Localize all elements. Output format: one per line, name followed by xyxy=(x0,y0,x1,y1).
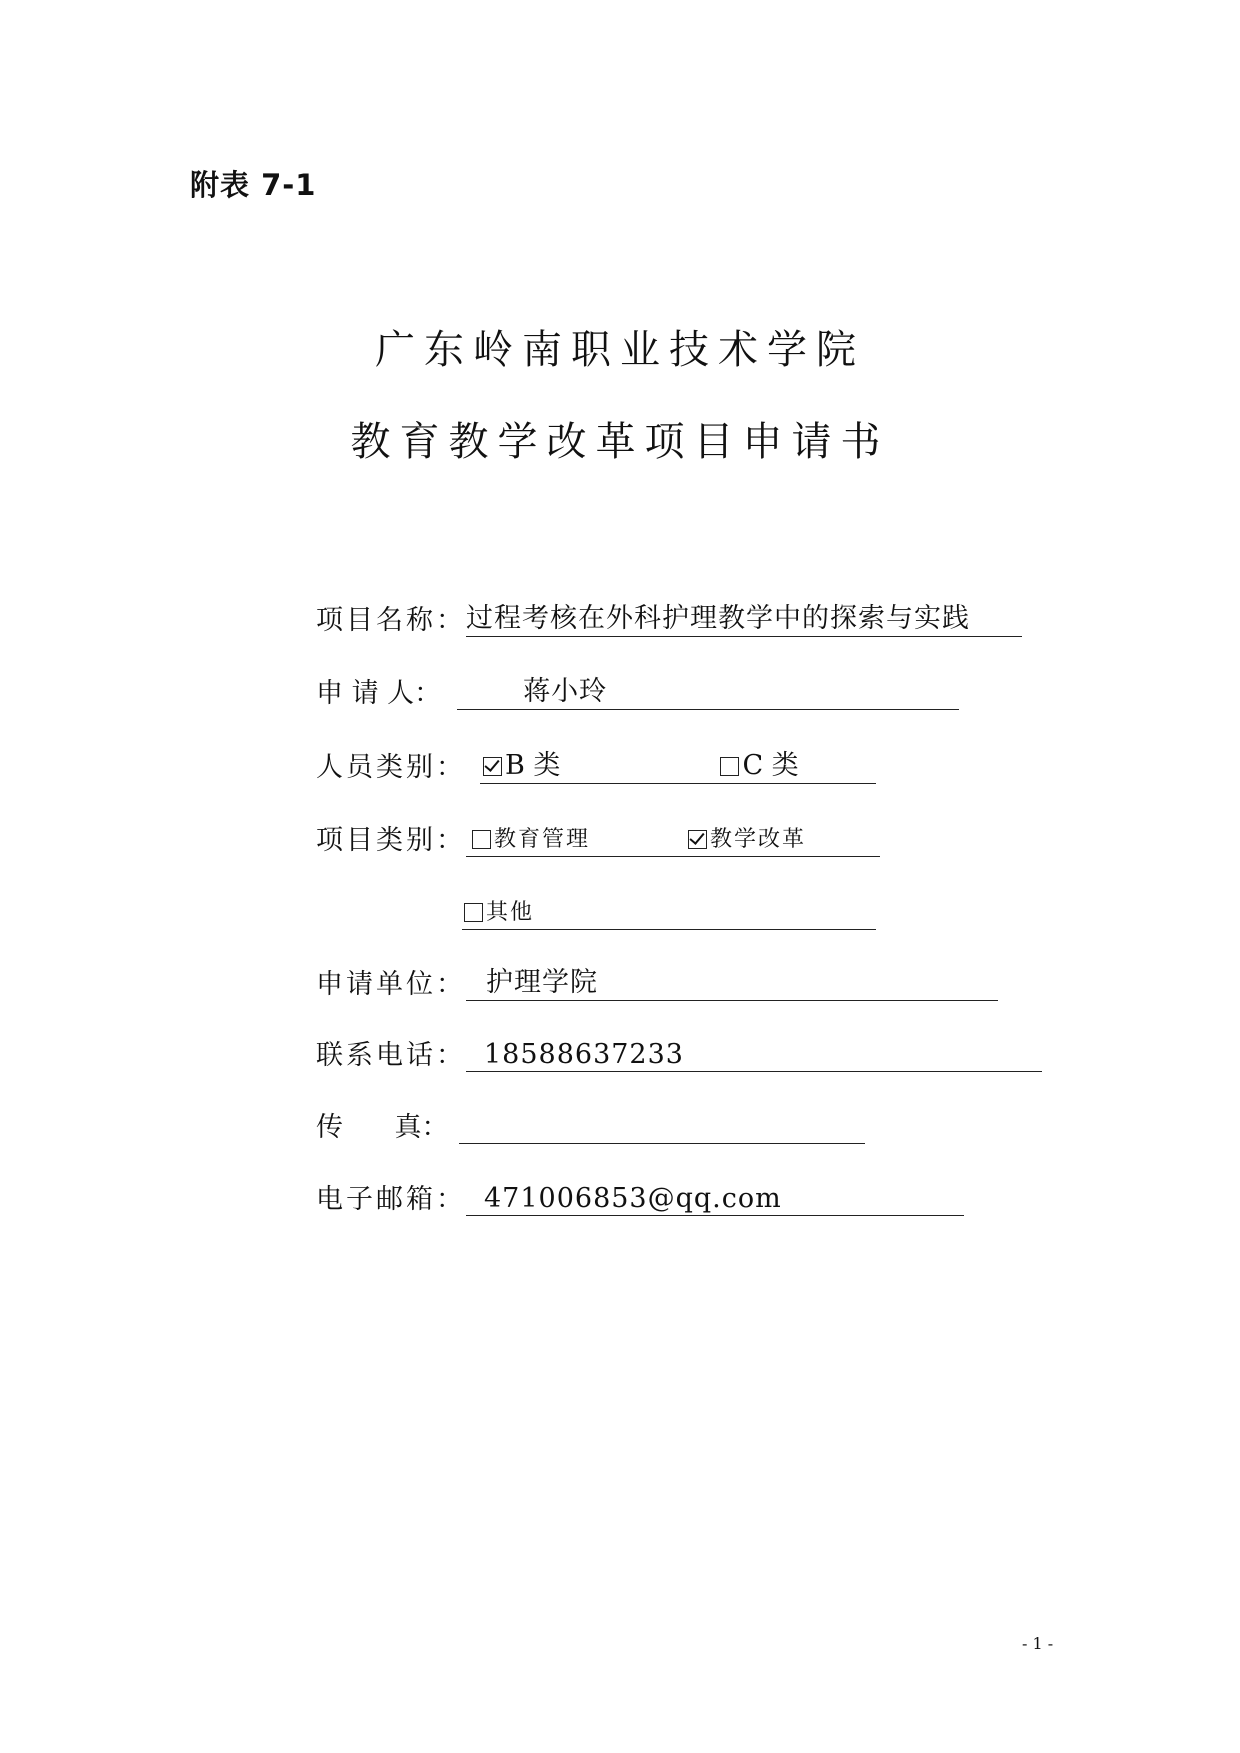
email-label: 电子邮箱： xyxy=(316,1184,466,1215)
project-category-row xyxy=(316,817,880,857)
project-category-field-2 xyxy=(462,892,876,930)
category-option-other[interactable] xyxy=(464,895,534,928)
personnel-category-label: 人员类别： xyxy=(316,752,466,783)
category-option-management-label: 教育管理 xyxy=(494,827,591,852)
fax-row xyxy=(316,1104,865,1144)
checkbox-unchecked-icon[interactable] xyxy=(720,757,739,776)
project-name-label: 项目名称： xyxy=(316,605,466,636)
email-value: 471006853@qq.com xyxy=(484,1183,782,1214)
personnel-category-field xyxy=(480,746,876,784)
project-name-value: 过程考核在外科护理教学中的探索与实践 xyxy=(466,603,970,634)
email-field[interactable] xyxy=(466,1178,964,1216)
email-row xyxy=(316,1176,964,1216)
checkbox-unchecked-icon[interactable] xyxy=(472,830,491,849)
applicant-row xyxy=(316,670,959,710)
unit-field[interactable] xyxy=(466,963,998,1001)
appendix-label: 附表 7-1 xyxy=(190,168,317,202)
fax-field[interactable] xyxy=(459,1106,865,1144)
project-category-field xyxy=(466,819,880,857)
fax-label: 传 真： xyxy=(316,1112,449,1143)
checkbox-unchecked-icon[interactable] xyxy=(464,903,483,922)
checkbox-checked-icon[interactable] xyxy=(688,830,707,849)
phone-label: 联系电话： xyxy=(316,1040,466,1071)
project-name-field[interactable] xyxy=(466,599,1022,637)
category-option-management[interactable] xyxy=(472,822,590,855)
phone-field[interactable] xyxy=(466,1034,1042,1072)
personnel-option-c-label: C 类 xyxy=(742,750,799,781)
applicant-label: 申 请 人： xyxy=(316,678,442,709)
applicant-field[interactable] xyxy=(457,672,959,710)
document-title: 教育教学改革项目申请书 xyxy=(350,419,890,465)
category-option-other-label: 其他 xyxy=(486,900,535,925)
category-option-reform-label: 教学改革 xyxy=(710,827,807,852)
personnel-option-c[interactable] xyxy=(720,743,798,782)
phone-value: 18588637233 xyxy=(484,1039,684,1070)
unit-value: 护理学院 xyxy=(486,967,598,998)
applicant-value: 蒋小玲 xyxy=(523,676,608,707)
project-category-label: 项目类别： xyxy=(316,825,466,856)
category-option-reform[interactable] xyxy=(688,822,806,855)
project-category-row-2 xyxy=(462,890,876,930)
personnel-option-b-label: B 类 xyxy=(505,750,561,781)
page-number: - 1 - xyxy=(1022,1634,1054,1653)
unit-label: 申请单位： xyxy=(316,969,466,1000)
personnel-option-b[interactable] xyxy=(483,743,560,782)
unit-row xyxy=(316,961,998,1001)
school-title: 广东岭南职业技术学院 xyxy=(375,327,865,373)
project-name-row xyxy=(316,597,1022,637)
phone-row xyxy=(316,1032,1042,1072)
checkbox-checked-icon[interactable] xyxy=(483,757,502,776)
personnel-category-row xyxy=(316,744,876,784)
